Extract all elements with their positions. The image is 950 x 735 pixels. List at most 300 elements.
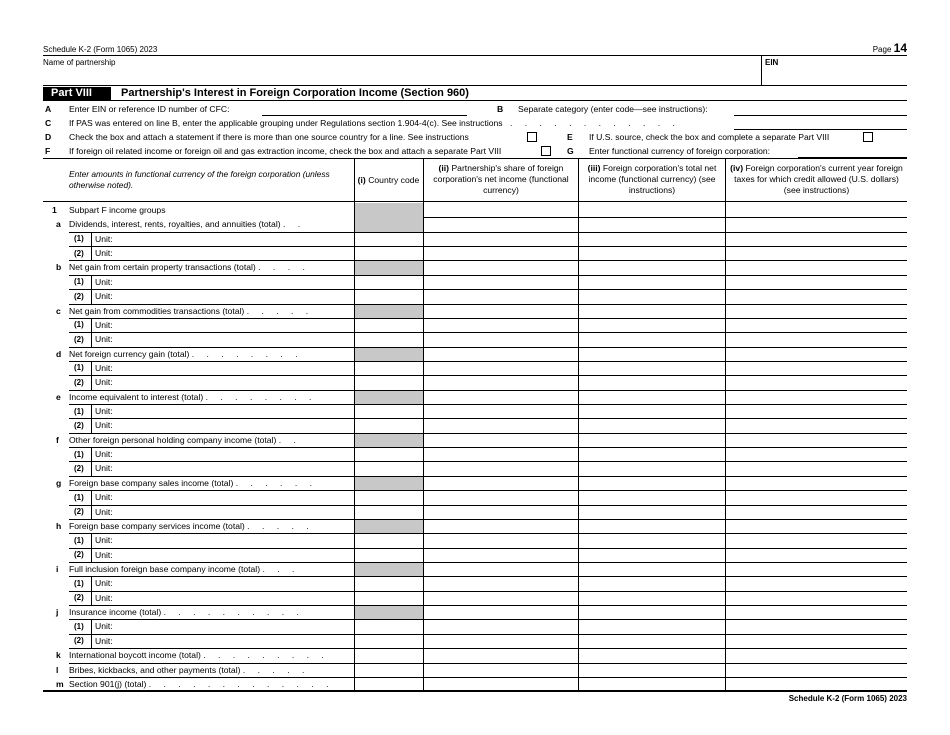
line-1i-sub1-col4-input[interactable] — [726, 577, 906, 589]
line-c-text: If PAS was entered on line B, enter the applicable grouping under Regulations section 1.904-4(c). See instructions — [69, 118, 503, 128]
line-1e-sub1-col2-input[interactable] — [424, 405, 577, 417]
line-1g-sub1-number: (1) — [74, 492, 84, 502]
line-1g-col2-input[interactable] — [424, 477, 577, 489]
header-rule — [43, 55, 907, 56]
sub-row-divider — [91, 461, 92, 475]
line-1c-sub1-col3-input[interactable] — [579, 319, 724, 331]
line-1h-sub2-unit-input[interactable] — [128, 549, 352, 561]
line-1m-label — [69, 679, 333, 689]
line-1d-sub1-col3-input[interactable] — [579, 362, 724, 374]
leader-dots: . . . . . . . . — [191, 348, 303, 359]
sub-row-divider — [91, 576, 92, 590]
line-1f-sub1-col1-input[interactable] — [355, 448, 422, 460]
line-1g-sub1-col1-input[interactable] — [355, 491, 422, 503]
leader-dots: . . . . . . — [235, 477, 317, 488]
line-1m-text: Section 901(j) (total) — [69, 678, 147, 689]
line-1g-text: Foreign base company sales income (total) — [69, 477, 234, 488]
line-1g-sub2-col1-input[interactable] — [355, 506, 422, 518]
line-1d-sub1-number: (1) — [74, 363, 84, 373]
line-1l-col3-input[interactable] — [579, 664, 724, 676]
line-1c-sub1-number: (1) — [74, 320, 84, 330]
line-1h-sub2-col4-input[interactable] — [726, 549, 906, 561]
line-1c-col2-input[interactable] — [424, 305, 577, 317]
unit-label: Unit: — [95, 506, 113, 517]
leader-dots: . . . . — [258, 262, 310, 273]
line-1h-text: Foreign base company services income (total) — [69, 520, 245, 531]
line-1d-sub2-col4-input[interactable] — [726, 376, 906, 388]
line-a-letter: A — [45, 104, 52, 114]
line-1d-text: Net foreign currency gain (total) — [69, 348, 190, 359]
line-1a-sub2-col4-input[interactable] — [726, 247, 906, 259]
line-1f-sub2-col4-input[interactable] — [726, 462, 906, 474]
line-1h-sub1-number: (1) — [74, 535, 84, 545]
line-1e-letter: e — [56, 391, 61, 402]
line-1i-sub1-col2-input[interactable] — [424, 577, 577, 589]
line-c-input[interactable] — [734, 129, 907, 130]
column-divider-1 — [354, 158, 355, 690]
line-1i-label — [69, 564, 299, 574]
line-1d-col3-input[interactable] — [579, 348, 724, 360]
unit-label: Unit: — [95, 319, 113, 330]
line-1d-sub2-unit-input[interactable] — [128, 376, 352, 388]
shaded-cell — [355, 305, 423, 318]
ein-divider — [761, 55, 762, 85]
unit-label: Unit: — [95, 406, 113, 417]
line-1l-col4-input[interactable] — [726, 664, 906, 676]
line-1i-sub1-unit-input[interactable] — [128, 577, 352, 589]
line-1h-sub2-col3-input[interactable] — [579, 549, 724, 561]
page-label: Page — [872, 45, 892, 54]
line-1b-col2-input[interactable] — [424, 261, 577, 273]
line-1k-col1-input[interactable] — [355, 649, 422, 661]
line-1b-sub2-col4-input[interactable] — [726, 290, 906, 302]
line-1d-sub2-col1-input[interactable] — [355, 376, 422, 388]
line-1b-sub1-number: (1) — [74, 277, 84, 287]
line-1g-col3-input[interactable] — [579, 477, 724, 489]
line-1a-sub2-col3-input[interactable] — [579, 247, 724, 259]
line-1j-label — [69, 607, 304, 617]
column-divider-4 — [725, 158, 726, 690]
sub-row-divider — [91, 375, 92, 389]
line-1e-sub1-col4-input[interactable] — [726, 405, 906, 417]
sub-row-divider — [91, 505, 92, 519]
line-1g-sub1-unit-input[interactable] — [128, 491, 352, 503]
line-1a-col3-input[interactable] — [579, 218, 724, 230]
shaded-cell — [355, 391, 423, 404]
form-id-footer: Schedule K-2 (Form 1065) 2023 — [788, 694, 907, 703]
unit-label: Unit: — [95, 233, 113, 244]
line-1m-col3-input[interactable] — [579, 678, 724, 690]
line-1e-sub2-unit-input[interactable] — [128, 419, 352, 431]
line-1f-sub2-col3-input[interactable] — [579, 462, 724, 474]
page-number-value: 14 — [893, 41, 907, 55]
line-1d-letter: d — [56, 348, 62, 359]
line-1d-sub1-col2-input[interactable] — [424, 362, 577, 374]
line-1j-col3-input[interactable] — [579, 606, 724, 618]
line-1a-letter: a — [56, 219, 61, 230]
line-1c-sub1-col4-input[interactable] — [726, 319, 906, 331]
line-1k-letter: k — [56, 650, 61, 661]
line-1h-sub1-col1-input[interactable] — [355, 534, 422, 546]
line-1d-label — [69, 349, 303, 359]
sub-row-divider — [91, 490, 92, 504]
line-1i-col4-input[interactable] — [726, 563, 906, 575]
shaded-cell — [355, 261, 423, 274]
line-1e-col3-input[interactable] — [579, 391, 724, 403]
line-1e-text: Income equivalent to interest (total) — [69, 391, 204, 402]
unit-label: Unit: — [95, 549, 113, 560]
unit-label: Unit: — [95, 492, 113, 503]
line-1a-sub1-col3-input[interactable] — [579, 233, 724, 245]
line-1b-sub1-col2-input[interactable] — [424, 276, 577, 288]
line-1h-col4-input[interactable] — [726, 520, 906, 532]
line-1f-sub1-col3-input[interactable] — [579, 448, 724, 460]
sub-row-divider — [91, 318, 92, 332]
line-d-label: Check the box and attach a statement if there is more than one source country for a line. See instructions — [69, 132, 469, 142]
line-1a-sub2-unit-input[interactable] — [128, 247, 352, 259]
line-1f-letter: f — [56, 434, 59, 445]
line-1b-sub2-col1-input[interactable] — [355, 290, 422, 302]
sub-row-divider — [91, 404, 92, 418]
line-1b-sub2-number: (2) — [74, 291, 84, 301]
line-1a-sub2-col1-input[interactable] — [355, 247, 422, 259]
line-1c-sub1-col1-input[interactable] — [355, 319, 422, 331]
line-1e-sub1-col1-input[interactable] — [355, 405, 422, 417]
line-1j-sub1-number: (1) — [74, 621, 84, 631]
line-b-letter: B — [497, 104, 504, 114]
line-1b-sub1-col4-input[interactable] — [726, 276, 906, 288]
line-1e-sub2-col3-input[interactable] — [579, 419, 724, 431]
column-divider-3 — [578, 158, 579, 690]
line-1l-text: Bribes, kickbacks, and other payments (total) — [69, 664, 241, 675]
line-1f-sub2-col1-input[interactable] — [355, 462, 422, 474]
line-1j-sub1-col2-input[interactable] — [424, 620, 577, 632]
line-1b-col3-input[interactable] — [579, 261, 724, 273]
line-1l-col2-input[interactable] — [424, 664, 577, 676]
sub-row-divider — [91, 246, 92, 260]
line-c-label: If PAS was entered on line B, enter the applicable grouping under Regulations section 1.904-4(c). See instructions . . . . . . . . . . . . — [69, 118, 680, 128]
line-1k-col4-input[interactable] — [726, 649, 906, 661]
line-1-number: 1 — [52, 205, 57, 215]
line-1d-sub1-col1-input[interactable] — [355, 362, 422, 374]
line-1i-sub2-col4-input[interactable] — [726, 592, 906, 604]
line-1i-sub1-number: (1) — [74, 578, 84, 588]
line-1g-sub1-col3-input[interactable] — [579, 491, 724, 503]
line-1c-sub1-col2-input[interactable] — [424, 319, 577, 331]
line-1d-sub1-unit-input[interactable] — [128, 362, 352, 374]
line-1f-sub2-number: (2) — [74, 463, 84, 473]
col-foreign-taxes-header: (iv) Foreign corporation's current year foreign taxes for which credit allowed (U.S. dollars) (see instructions) — [730, 163, 903, 195]
line-1c-sub2-number: (2) — [74, 334, 84, 344]
line-1h-sub2-col2-input[interactable] — [424, 549, 577, 561]
line-1j-letter: j — [56, 607, 59, 618]
line-1j-sub2-col1-input[interactable] — [355, 635, 422, 647]
unit-label: Unit: — [95, 248, 113, 259]
line-1b-col4-input[interactable] — [726, 261, 906, 273]
line-1l-label — [69, 665, 309, 675]
line-1e-sub1-number: (1) — [74, 406, 84, 416]
line-1a-col2-input[interactable] — [424, 218, 577, 230]
line-1g-sub2-col2-input[interactable] — [424, 506, 577, 518]
line-1i-sub2-col1-input[interactable] — [355, 592, 422, 604]
line-f-letter: F — [45, 146, 51, 156]
line-1d-sub2-col3-input[interactable] — [579, 376, 724, 388]
shaded-cell — [355, 606, 423, 619]
shaded-cell — [355, 477, 423, 490]
ein-field[interactable] — [764, 67, 906, 84]
line-1a-sub1-col4-input[interactable] — [726, 233, 906, 245]
line-1h-col2-input[interactable] — [424, 520, 577, 532]
line-1i-sub2-col3-input[interactable] — [579, 592, 724, 604]
shaded-cell — [355, 434, 423, 447]
line-1h-sub1-col3-input[interactable] — [579, 534, 724, 546]
part-bottom-rule — [43, 100, 907, 101]
line-1d-col2-input[interactable] — [424, 348, 577, 360]
line-f-label: If foreign oil related income or foreign oil and gas extraction income, check the box and attach a separate Part VIII — [69, 146, 502, 156]
line-1j-sub1-col4-input[interactable] — [726, 620, 906, 632]
line-1c-col3-input[interactable] — [579, 305, 724, 317]
line-1f-sub1-unit-input[interactable] — [128, 448, 352, 460]
leader-dots: . . . . . — [247, 520, 314, 531]
line-1b-sub2-col3-input[interactable] — [579, 290, 724, 302]
line-1j-sub2-unit-input[interactable] — [128, 635, 352, 647]
line-1i-text: Full inclusion foreign base company income (total) — [69, 564, 261, 574]
line-1h-letter: h — [56, 520, 62, 531]
line-1k-col2-input[interactable] — [424, 649, 577, 661]
sub-row-divider — [91, 332, 92, 346]
line-1f-sub1-col4-input[interactable] — [726, 448, 906, 460]
page-number — [873, 41, 907, 55]
line-1l-col1-input[interactable] — [355, 664, 422, 676]
unit-label: Unit: — [95, 291, 113, 302]
line-1g-col4-input[interactable] — [726, 477, 906, 489]
col-partnership-share-header: (ii) Partnership's share of foreign corporation's net income (functional currency) — [433, 163, 569, 195]
line-1f-col4-input[interactable] — [726, 434, 906, 446]
line-1i-sub2-col2-input[interactable] — [424, 592, 577, 604]
line-1a-sub2-col2-input[interactable] — [424, 247, 577, 259]
line-1h-col3-input[interactable] — [579, 520, 724, 532]
sub-row-divider — [91, 275, 92, 289]
line-1i-col3-input[interactable] — [579, 563, 724, 575]
line-1h-sub1-col2-input[interactable] — [424, 534, 577, 546]
line-1m-col4-input[interactable] — [726, 678, 906, 690]
line-1c-sub2-unit-input[interactable] — [128, 333, 352, 345]
line-1b-sub1-col1-input[interactable] — [355, 276, 422, 288]
shaded-cell — [355, 563, 423, 576]
column-header-bottom-rule — [43, 201, 907, 202]
line-1h-label — [69, 521, 314, 531]
line-1j-sub2-col2-input[interactable] — [424, 635, 577, 647]
line-1g-sub2-number: (2) — [74, 507, 84, 517]
unit-label: Unit: — [95, 420, 113, 431]
line-1g-sub2-unit-input[interactable] — [128, 506, 352, 518]
shaded-cell — [355, 520, 423, 533]
line-1j-sub2-col4-input[interactable] — [726, 635, 906, 647]
line-1a-sub1-col2-input[interactable] — [424, 233, 577, 245]
table-bottom-rule — [43, 690, 907, 692]
line-1c-sub2-col3-input[interactable] — [579, 333, 724, 345]
name-of-partnership-field[interactable] — [44, 67, 758, 84]
sub-row-divider — [91, 361, 92, 375]
line-1h-sub1-unit-input[interactable] — [128, 534, 352, 546]
line-1j-col4-input[interactable] — [726, 606, 906, 618]
line-1a-sub1-unit-input[interactable] — [128, 233, 352, 245]
line-f-checkbox[interactable] — [541, 146, 551, 156]
leader-dots: . . . . . . . . . . — [163, 607, 304, 618]
line-1f-col2-input[interactable] — [424, 434, 577, 446]
sub-row-divider — [91, 232, 92, 246]
column-intro: Enter amounts in functional currency of the foreign corporation (unless otherwise noted). — [69, 169, 330, 190]
unit-label: Unit: — [95, 449, 113, 460]
line-1a-col4-input[interactable] — [726, 218, 906, 230]
leader-dots: . . . . . — [242, 664, 310, 675]
line-1c-label — [69, 306, 313, 316]
line-1e-sub2-col1-input[interactable] — [355, 419, 422, 431]
unit-label: Unit: — [95, 621, 113, 632]
line-a-input[interactable] — [262, 115, 467, 116]
line-1h-sub2-number: (2) — [74, 550, 84, 560]
line-1j-sub1-col1-input[interactable] — [355, 620, 422, 632]
line-1g-label — [69, 478, 317, 488]
sub-row-divider — [91, 619, 92, 633]
line-1f-col3-input[interactable] — [579, 434, 724, 446]
line-1b-sub1-col3-input[interactable] — [579, 276, 724, 288]
line-1d-sub1-col4-input[interactable] — [726, 362, 906, 374]
line-1d-sub2-number: (2) — [74, 377, 84, 387]
line-1h-sub2-col1-input[interactable] — [355, 549, 422, 561]
line-1e-col2-input[interactable] — [424, 391, 577, 403]
line-1a-sub1-col1-input[interactable] — [355, 233, 422, 245]
line-g-label: Enter functional currency of foreign corporation: — [589, 146, 771, 156]
line-c-letter: C — [45, 118, 52, 128]
line-1c-sub2-col1-input[interactable] — [355, 333, 422, 345]
leader-dots: . . — [283, 219, 306, 230]
line-1k-text: International boycott income (total) — [69, 650, 201, 661]
line-1f-text: Other foreign personal holding company income (total) — [69, 434, 277, 445]
line-b-input[interactable] — [734, 115, 907, 116]
col-total-net-income-header: (iii) Foreign corporation's total net income (functional currency) (see instructions) — [587, 163, 717, 195]
line-1f-sub2-col2-input[interactable] — [424, 462, 577, 474]
line-1g-sub1-col4-input[interactable] — [726, 491, 906, 503]
line-1l-letter: l — [56, 664, 59, 675]
unit-label: Unit: — [95, 535, 113, 546]
line-1i-sub2-number: (2) — [74, 593, 84, 603]
line-1g-sub2-col4-input[interactable] — [726, 506, 906, 518]
line-1b-sub2-col2-input[interactable] — [424, 290, 577, 302]
line-1j-sub2-number: (2) — [74, 636, 84, 646]
line-1j-text: Insurance income (total) — [69, 607, 162, 618]
line-e-letter: E — [567, 132, 573, 142]
line-1e-sub2-col2-input[interactable] — [424, 419, 577, 431]
line-1a-text: Dividends, interest, rents, royalties, and annuities (total) — [69, 219, 281, 230]
line-1g-sub2-col3-input[interactable] — [579, 506, 724, 518]
column-divider-2 — [423, 158, 424, 690]
line-1d-col4-input[interactable] — [726, 348, 906, 360]
part-label: Part VIII — [43, 87, 111, 100]
line-b-label: Separate category (enter code—see instructions): — [518, 104, 708, 114]
line-1j-sub1-col3-input[interactable] — [579, 620, 724, 632]
line-1g-letter: g — [56, 477, 62, 488]
line-1k-col3-input[interactable] — [579, 649, 724, 661]
line-1i-col2-input[interactable] — [424, 563, 577, 575]
line-g-letter: G — [567, 146, 574, 156]
line-1k-label — [69, 650, 329, 660]
line-1c-text: Net gain from commodities transactions (total) — [69, 305, 245, 316]
ein-label: EIN — [765, 58, 779, 67]
line-1e-label — [69, 392, 316, 402]
shaded-cell — [355, 203, 423, 232]
line-1b-sub1-unit-input[interactable] — [128, 276, 352, 288]
line-1m-letter: m — [56, 678, 64, 689]
line-1c-col4-input[interactable] — [726, 305, 906, 317]
line-1a-sub2-number: (2) — [74, 248, 84, 258]
line-1e-col4-input[interactable] — [726, 391, 906, 403]
line-1h-sub1-col4-input[interactable] — [726, 534, 906, 546]
line-1f-sub2-unit-input[interactable] — [128, 462, 352, 474]
form-id-header: Schedule K-2 (Form 1065) 2023 — [43, 45, 158, 54]
column-header-top-rule — [43, 158, 907, 159]
shaded-cell — [355, 348, 423, 361]
line-1b-letter: b — [56, 262, 62, 273]
line-1j-sub2-col3-input[interactable] — [579, 635, 724, 647]
line-1d-sub2-col2-input[interactable] — [424, 376, 577, 388]
sub-row-divider — [91, 634, 92, 648]
line-1b-text: Net gain from certain property transactions (total) — [69, 262, 256, 273]
line-1c-sub2-col4-input[interactable] — [726, 333, 906, 345]
part-top-rule — [43, 85, 907, 86]
line-1e-sub2-col4-input[interactable] — [726, 419, 906, 431]
line-e-label: If U.S. source, check the box and complete a separate Part VIII — [589, 132, 830, 142]
line-1i-sub1-col3-input[interactable] — [579, 577, 724, 589]
line-1c-sub2-col2-input[interactable] — [424, 333, 577, 345]
sub-row-divider — [91, 548, 92, 562]
line-1c-sub1-unit-input[interactable] — [128, 319, 352, 331]
leader-dots: . . . . . — [246, 305, 314, 316]
line-e-checkbox[interactable] — [863, 132, 873, 142]
line-1j-sub1-unit-input[interactable] — [128, 620, 352, 632]
leader-dots: . . . . . . . . . . . . . — [148, 678, 334, 689]
line-1b-label — [69, 262, 310, 272]
line-1m-col1-input[interactable] — [355, 678, 422, 690]
line-1f-sub1-number: (1) — [74, 449, 84, 459]
leader-dots: . . — [278, 434, 301, 445]
line-a-label: Enter EIN or reference ID number of CFC: — [69, 104, 230, 114]
line-1i-sub1-col1-input[interactable] — [355, 577, 422, 589]
line-1a-label — [69, 219, 305, 229]
sub-row-divider — [91, 591, 92, 605]
line-d-checkbox[interactable] — [527, 132, 537, 142]
line-1-label: Subpart F income groups — [69, 205, 166, 215]
line-1j-col2-input[interactable] — [424, 606, 577, 618]
sub-row-divider — [91, 447, 92, 461]
col-country-code-header: (i) Country code — [357, 175, 420, 185]
unit-label: Unit: — [95, 362, 113, 373]
line-1m-col2-input[interactable] — [424, 678, 577, 690]
line-1e-sub1-col3-input[interactable] — [579, 405, 724, 417]
line-1i-letter: i — [56, 564, 59, 574]
unit-label: Unit: — [95, 463, 113, 474]
line-1e-sub1-unit-input[interactable] — [128, 405, 352, 417]
line-1i-sub2-unit-input[interactable] — [128, 592, 352, 604]
unit-label: Unit: — [95, 635, 113, 646]
line-1f-sub1-col2-input[interactable] — [424, 448, 577, 460]
line-1g-sub1-col2-input[interactable] — [424, 491, 577, 503]
name-of-partnership-label: Name of partnership — [43, 58, 116, 67]
unit-label: Unit: — [95, 377, 113, 388]
sub-row-divider — [91, 418, 92, 432]
line-1a-sub1-number: (1) — [74, 234, 84, 244]
line-1b-sub2-unit-input[interactable] — [128, 290, 352, 302]
